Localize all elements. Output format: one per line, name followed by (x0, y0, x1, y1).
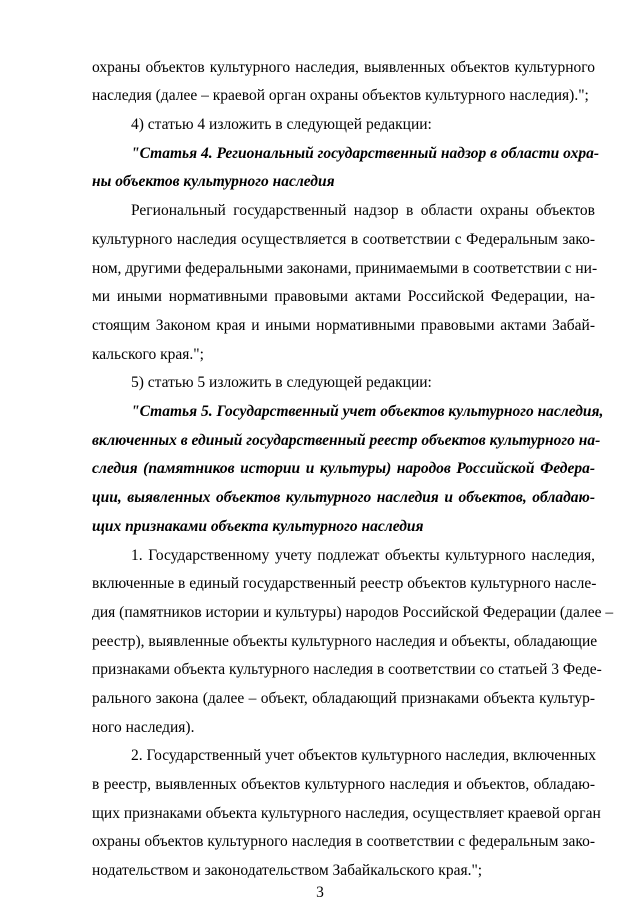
article-heading-line: "Статья 5. Государственный учет объектов культурного наследия, (131, 403, 604, 420)
text-line: реестр), выявленные объекты культурного наследия и объекты, обладающие (92, 633, 598, 650)
text-line: культурного наследия осуществляется в соответствии с Федеральным зако- (92, 231, 595, 248)
article-heading-line: следия (памятников истории и культуры) народов Российской Федера- (92, 460, 595, 477)
text-line: кальского края."; (92, 346, 204, 363)
text-line: ном, другими федеральными законами, принимаемыми в соответствии с ни- (92, 260, 598, 277)
page-number: 3 (316, 884, 324, 901)
text-line: Региональный государственный надзор в области охраны объектов (131, 202, 595, 219)
text-line: дия (памятников истории и культуры) народов Российской Федерации (далее – (92, 604, 614, 621)
text-line: 4) статью 4 изложить в следующей редакции: (131, 116, 432, 133)
text-line: 1. Государственному учету подлежат объекты культурного наследия, (131, 547, 595, 564)
text-line: ного наследия). (92, 719, 195, 736)
text-line: 5) статью 5 изложить в следующей редакции: (131, 374, 432, 391)
text-line: охраны объектов культурного наследия, выявленных объектов культурного (92, 59, 595, 76)
text-line: щих признаками объекта культурного наследия, осуществляет краевой орган (92, 805, 601, 822)
article-heading-line: включенных в единый государственный реестр объектов культурного на- (92, 432, 601, 449)
text-line: признаками объекта культурного наследия в соответствии со статьей 3 Феде- (92, 661, 602, 678)
text-line: нодательством и законодательством Забайкальского края."; (92, 862, 483, 879)
text-line: ми иными нормативными правовыми актами Российской Федерации, на- (92, 288, 595, 305)
text-line: стоящим Законом края и иными нормативными правовыми актами Забай- (92, 317, 595, 334)
text-line: включенные в единый государственный реестр объектов культурного насле- (92, 575, 597, 592)
text-line: рального закона (далее – объект, обладающий признаками объекта культур- (92, 690, 595, 707)
text-line: 2. Государственный учет объектов культурного наследия, включенных (131, 747, 597, 764)
text-line: наследия (далее – краевой орган охраны объектов культурного наследия)."; (92, 87, 589, 104)
text-line: в реестр, выявленных объектов культурного наследия и объектов, обладаю- (92, 776, 595, 793)
article-heading-line: ны объектов культурного наследия (92, 173, 335, 190)
article-heading-line: ции, выявленных объектов культурного наследия и объектов, обладаю- (92, 489, 595, 506)
article-heading-line: "Статья 4. Региональный государственный надзор в области охра- (131, 145, 600, 162)
article-heading-line: щих признаками объекта культурного наследия (92, 518, 424, 535)
text-line: охраны объектов культурного наследия в соответствии с федеральным зако- (92, 833, 595, 850)
